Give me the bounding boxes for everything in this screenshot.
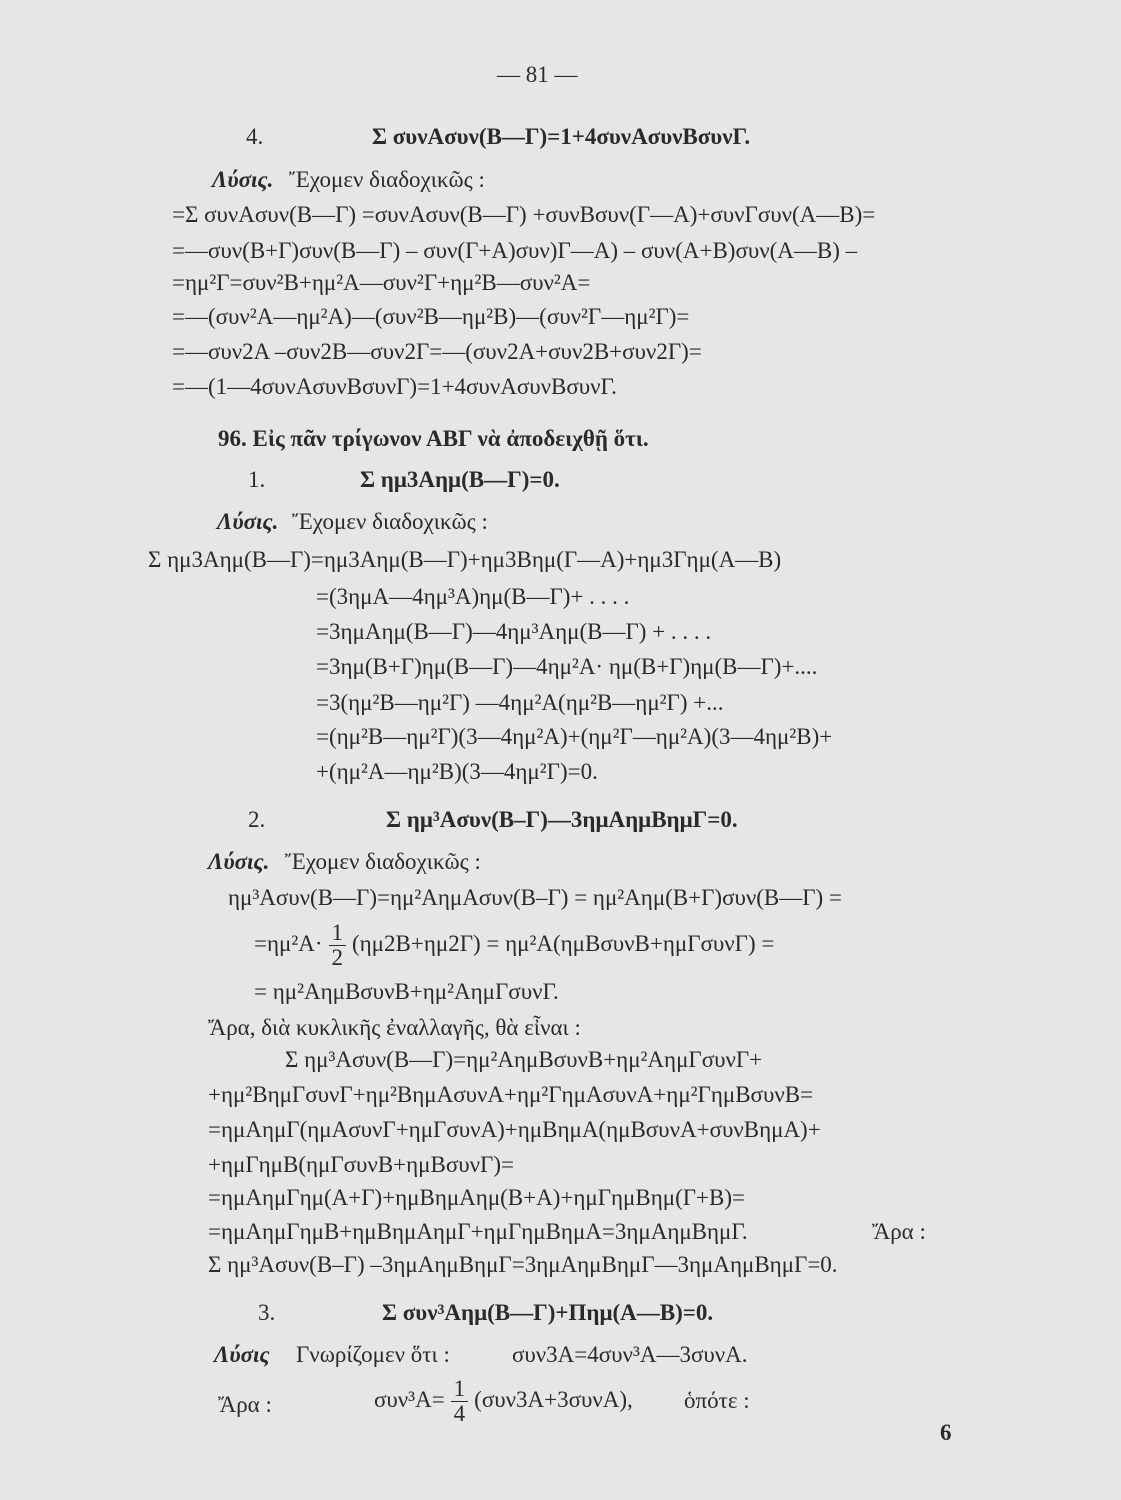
ara-statement: Ἄρα, διὰ κυκλικῆς ἐναλλαγῆς, θὰ εἶναι : [208,1015,581,1040]
problem-4-solution-label: Λύσις. [212,167,274,192]
equation-line: +(ημ²Α—ημ²Β)(3—4ημ²Γ)=0. [316,759,598,784]
equation-line: =—(1—4συνΑσυνΒσυνΓ)=1+4συνΑσυνΒσυνΓ. [172,374,617,399]
equation-line-with-fraction [374,1374,633,1426]
page-number: — 81 — [497,62,578,87]
equation-line: =Σ συνΑσυν(Β—Γ) =συνΑσυν(Β—Γ) +συνΒσυν(Γ—Α)+συνΓσυν(Α—Β)= [172,202,876,227]
fraction-one-quarter [451,1377,469,1426]
equation-suffix: (συν3Α+3συνΑ), [474,1387,633,1412]
subproblem-2-solution-label: Λύσις. [208,849,270,874]
equation-line: =(ημ²Β—ημ²Γ)(3—4ημ²Α)+(ημ²Γ—ημ²Α)(3—4ημ²Β)+ [316,724,833,749]
subproblem-1-solution-label: Λύσις. [217,509,279,534]
equation-line-with-fraction [254,918,774,970]
equation-line: Σ ημ3Αημ(Β—Γ)=ημ3Αημ(Β—Γ)+ημ3Βημ(Γ—Α)+ημ3Γημ(Α—Β) [148,547,782,572]
equation-line: =ημ²Γ=συν²Β+ημ²Α—συν²Γ+ημ²Β—συν²Α= [172,270,591,295]
subproblem-3-statement: Σ συν³Αημ(Β—Γ)+Πημ(Α—Β)=0. [382,1300,714,1325]
subproblem-2-statement: Σ ημ³Ασυν(Β–Γ)—3ημΑημΒημΓ=0. [386,807,738,832]
equation-line: =—(συν²Α—ημ²Α)—(συν²Β—ημ²Β)—(συν²Γ—ημ²Γ)= [172,304,690,329]
equation-prefix: =ημ²Α· [254,931,323,956]
ara-label: Ἄρα : [218,1392,272,1417]
fraction-one-half [329,921,347,970]
fraction-numerator: 1 [451,1377,469,1402]
fraction-numerator: 1 [329,921,347,946]
equation-line: = ημ²ΑημΒσυνΒ+ημ²ΑημΓσυνΓ. [254,979,559,1004]
equation-line: +ημ²ΒημΓσυνΓ+ημ²ΒημΑσυνΑ+ημ²ΓημΑσυνΑ+ημ²ΓημΒσυνΒ= [208,1082,814,1107]
problem-4-statement: Σ συνΑσυν(Β—Γ)=1+4συνΑσυνΒσυνΓ. [372,124,751,149]
equation-line: =—συν2Α –συν2Β—συν2Γ=—(συν2Α+συν2Β+συν2Γ)= [172,339,702,364]
equation-line: =(3ημΑ—4ημ³Α)ημ(Β—Γ)+ . . . . [316,584,630,609]
fraction-denominator: 2 [331,945,343,971]
subproblem-1-statement: Σ ημ3Αημ(Β—Γ)=0. [360,467,560,492]
problem-4-number: 4. [246,124,264,149]
equation-suffix: (ημ2Β+ημ2Γ) = ημ²Α(ημΒσυνΒ+ημΓσυνΓ) = [352,931,775,956]
equation-line: =3(ημ²Β—ημ²Γ) —4ημ²Α(ημ²Β—ημ²Γ) +... [316,690,724,715]
subproblem-1-number: 1. [248,467,266,492]
footer-mark: 6 [940,1420,952,1445]
equation-prefix: συν³Α= [374,1387,445,1412]
equation-line: Σ ημ³Ασυν(Β—Γ)=ημ²ΑημΒσυνΒ+ημ²ΑημΓσυνΓ+ [285,1047,763,1072]
subproblem-2-number: 2. [248,807,266,832]
identity-formula: συν3Α=4συν³Α—3συνΑ. [512,1342,748,1367]
equation-line: Σ ημ³Ασυν(Β–Γ) –3ημΑημΒημΓ=3ημΑημΒημΓ—3ημΑημΒημΓ=0. [208,1252,838,1277]
equation-line: =3ημ(Β+Γ)ημ(Β—Γ)—4ημ²Α· ημ(Β+Γ)ημ(Β—Γ)+.... [316,654,818,679]
subproblem-3-number: 3. [258,1300,276,1325]
subproblem-1-intro: Ἔχομεν διαδοχικῶς : [292,509,488,534]
fraction-denominator: 4 [453,1401,466,1427]
equation-line: =ημΑημΓημ(Α+Γ)+ημΒημΑημ(Β+Α)+ημΓημΒημ(Γ+Β)= [208,1185,745,1210]
problem-4-intro: Ἔχομεν διαδοχικῶς : [289,167,485,192]
subproblem-3-intro: Γνωρίζομεν ὅτι : [296,1342,450,1367]
equation-line: =ημΑημΓημΒ+ημΒημΑημΓ+ημΓημΒημΑ=3ημΑημΒημΓ. [208,1219,748,1244]
equation-line: ημ³Ασυν(Β—Γ)=ημ²ΑημΑσυν(Β–Γ) = ημ²Αημ(Β+Γ)συν(Β—Γ) = [228,885,842,910]
subproblem-2-intro: Ἔχομεν διαδοχικῶς : [285,849,481,874]
continuation-word: ὁπότε : [684,1388,750,1413]
equation-line: +ημΓημΒ(ημΓσυνΒ+ημΒσυνΓ)= [208,1152,514,1177]
equation-line: =—συν(Β+Γ)συν(Β—Γ) – συν(Γ+Α)συν)Γ—Α) – συν(Α+Β)συν(Α—Β) – [172,238,858,263]
ara-label: Ἄρα : [872,1219,926,1244]
equation-line: =3ημΑημ(Β—Γ)—4ημ³Αημ(Β—Γ) + . . . . [316,619,712,644]
subproblem-3-solution-label: Λύσις [214,1342,270,1367]
equation-line: =ημΑημΓ(ημΑσυνΓ+ημΓσυνΑ)+ημΒημΑ(ημΒσυνΑ+συνΒημΑ)+ [208,1117,821,1142]
problem-96-heading: 96. Εἰς πᾶν τρίγωνον ΑΒΓ νὰ ἀποδειχθῇ ὅτι. [218,426,649,451]
